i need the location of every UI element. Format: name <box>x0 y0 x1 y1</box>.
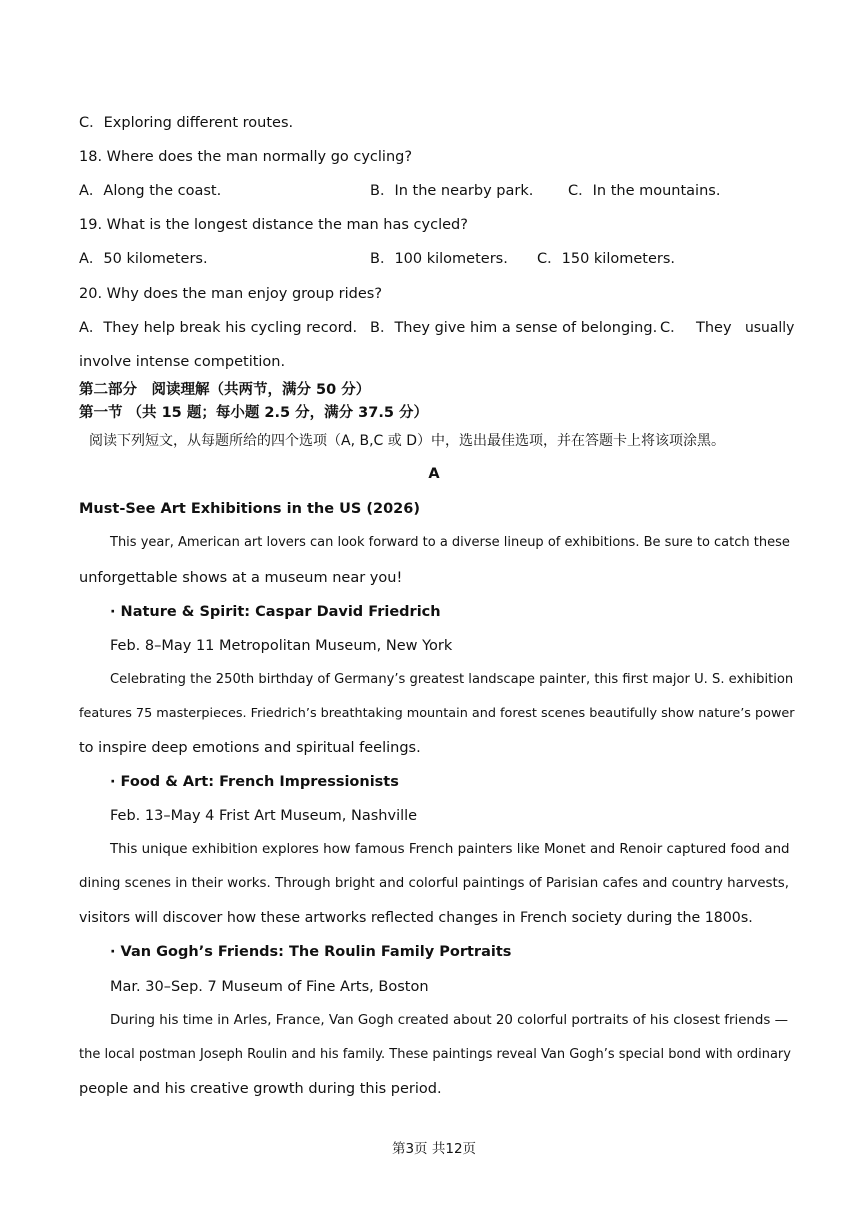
exhibition-3-desc-1: During his time in Arles, France, Van Gogh created about 20 colorful portraits of his closest friends — <box>110 1013 789 1028</box>
exhibition-2-desc-1: This unique exhibition explores how famous French painters like Monet and Renoir captured food and <box>110 842 790 857</box>
q20-option-c-word1: They <box>696 320 732 336</box>
exhibition-3-desc-2: the local postman Joseph Roulin and his family. These paintings reveal Van Gogh’s special bond with ordinary <box>79 1047 791 1062</box>
exhibition-1-title: · Nature & Spirit: Caspar David Friedrich <box>110 604 441 620</box>
q17-option-c: C．Exploring different routes. <box>79 115 294 131</box>
q18-option-a: A．Along the coast. <box>79 183 222 199</box>
q18-question: 18. Where does the man normally go cycling? <box>79 149 413 165</box>
q19-option-a: A．50 kilometers. <box>79 251 208 267</box>
exhibition-1-desc-1: Celebrating the 250th birthday of Germany’s greatest landscape painter, this first major U. S. exhibition <box>110 672 794 687</box>
q20-option-c-word2: usually <box>745 320 795 336</box>
exhibition-1-desc-2: features 75 masterpieces. Friedrich’s breathtaking mountain and forest scenes beautifully show nature’s power <box>79 706 795 721</box>
q18-option-c: C．In the mountains. <box>568 183 721 199</box>
q20-option-b: B．They give him a sense of belonging. <box>370 320 658 336</box>
intro-line-2: unforgettable shows at a museum near you! <box>79 570 403 586</box>
q20-question: 20. Why does the man enjoy group rides? <box>79 286 383 302</box>
passage-letter: A <box>428 466 440 482</box>
q20-option-c-continued: involve intense competition. <box>79 354 286 370</box>
q19-option-b: B．100 kilometers. <box>370 251 508 267</box>
reading-instructions: 阅读下列短文，从每题所给的四个选项（A, B,C 或 D）中，选出最佳选项，并在答题卡上将该项涂黑。 <box>89 433 725 449</box>
q18-option-b: B．In the nearby park. <box>370 183 534 199</box>
exhibition-2-details: Feb. 13–May 4 Frist Art Museum, Nashville <box>110 808 418 824</box>
q20-option-c-label: C． <box>660 320 685 336</box>
exhibition-3-title: · Van Gogh’s Friends: The Roulin Family Portraits <box>110 944 512 960</box>
exhibition-3-details: Mar. 30–Sep. 7 Museum of Fine Arts, Boston <box>110 979 429 995</box>
q19-question: 19. What is the longest distance the man has cycled? <box>79 217 468 233</box>
passage-title: Must-See Art Exhibitions in the US (2026) <box>79 501 420 517</box>
exhibition-1-desc-3: to inspire deep emotions and spiritual feelings. <box>79 740 421 756</box>
q20-option-a: A．They help break his cycling record. <box>79 320 358 336</box>
exhibition-1-details: Feb. 8–May 11 Metropolitan Museum, New York <box>110 638 453 654</box>
section2-heading: 第二部分 阅读理解（共两节，满分 50 分） <box>79 382 371 398</box>
intro-line-1: This year, American art lovers can look forward to a diverse lineup of exhibitions. Be sure to catch these <box>110 535 790 550</box>
exhibition-2-title: · Food & Art: French Impressionists <box>110 774 399 790</box>
page-footer: 第3页 共12页 <box>391 1141 477 1157</box>
exhibition-2-desc-2: dining scenes in their works. Through bright and colorful paintings of Parisian cafes and country harvests, <box>79 876 789 891</box>
q19-option-c: C．150 kilometers. <box>537 251 676 267</box>
section1-heading: 第一节 （共 15 题；每小题 2.5 分，满分 37.5 分） <box>79 405 428 421</box>
exhibition-2-desc-3: visitors will discover how these artworks reflected changes in French society during the 1800s. <box>79 910 753 926</box>
exhibition-3-desc-3: people and his creative growth during this period. <box>79 1081 442 1097</box>
